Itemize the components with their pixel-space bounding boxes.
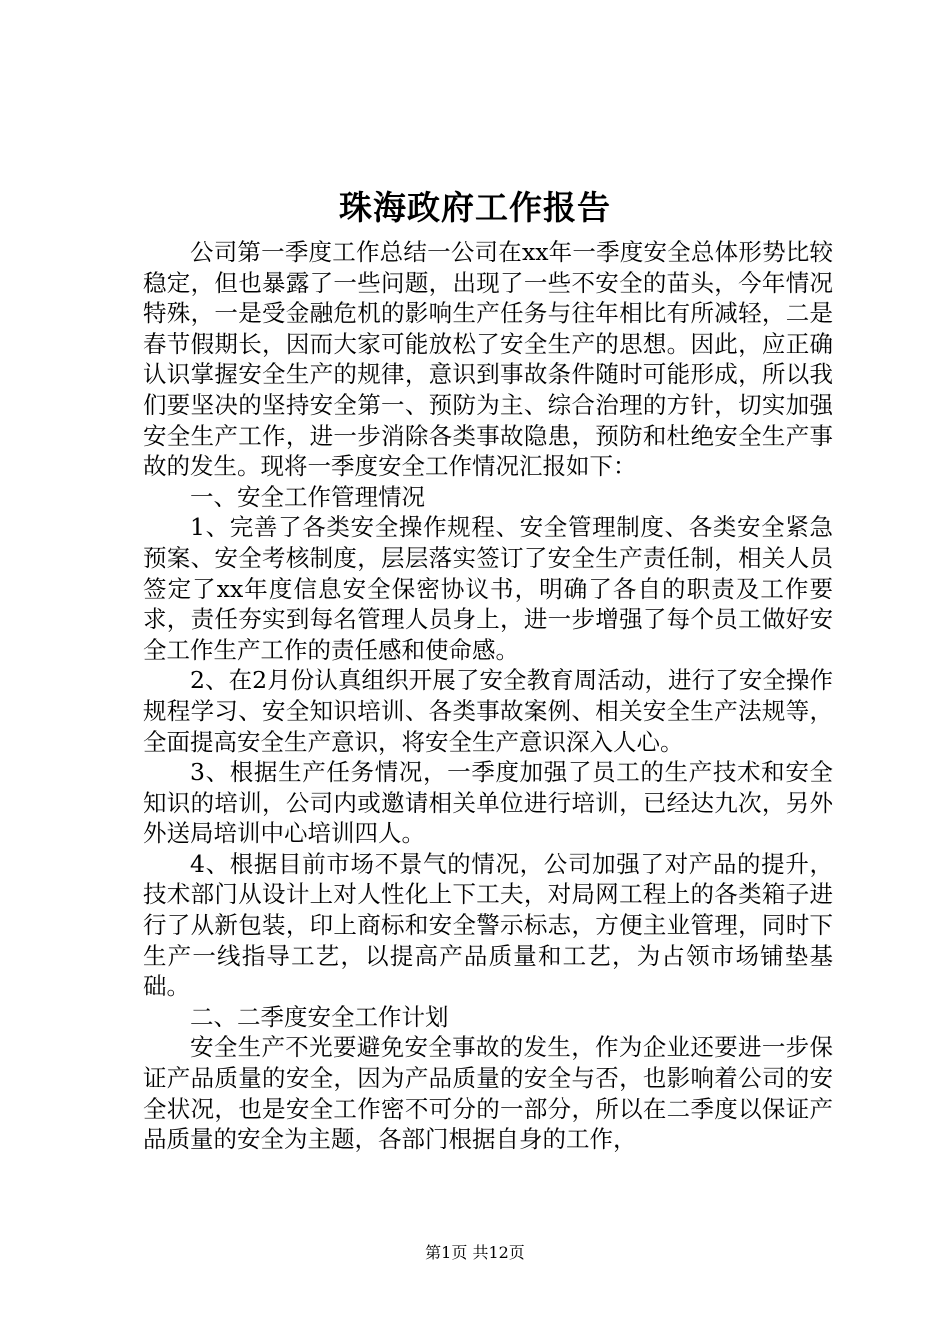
- page-number-footer: 第1页 共12页: [425, 1243, 525, 1262]
- paragraph-item-2: 2、在2月份认真组织开展了安全教育周活动，进行了安全操作规程学习、安全知识培训、各类事故案例、相关安全生产法规等，全面提高安全生产意识，将安全生产意识深入人心。: [143, 666, 833, 756]
- document-body: [143, 237, 833, 1155]
- paragraph-plan: 安全生产不光要避免安全事故的发生，作为企业还要进一步保证产品质量的安全，因为产品质量的安全与否，也影响着公司的安全状况，也是安全工作密不可分的一部分，所以在二季度以保证产品质量的安全为主题，各部门根据自身的工作，: [143, 1033, 833, 1154]
- paragraph-item-3: 3、根据生产任务情况，一季度加强了员工的生产技术和安全知识的培训，公司内或邀请相关单位进行培训，已经达九次，另外外送局培训中心培训四人。: [143, 758, 833, 848]
- paragraph-item-1: 1、完善了各类安全操作规程、安全管理制度、各类安全紧急预案、安全考核制度，层层落实签订了安全生产责任制，相关人员签定了xx年度信息安全保密协议书，明确了各自的职责及工作要求，责任夯实到每名管理人员身上，进一步增强了每个员工做好安全工作生产工作的责任感和使命感。: [143, 513, 833, 664]
- document-title: 珠海政府工作报告: [339, 188, 611, 227]
- section-heading-1: 一、安全工作管理情况: [190, 482, 425, 511]
- paragraph-item-4: 4、根据目前市场不景气的情况，公司加强了对产品的提升，技术部门从设计上对人性化上下工夫，对局网工程上的各类箱子进行了从新包装，印上商标和安全警示标志，方便主业管理，同时下生产一线指导工艺，以提高产品质量和工艺，为占领市场铺垫基础。: [143, 849, 833, 1001]
- paragraph-intro: 公司第一季度工作总结一公司在xx年一季度安全总体形势比较稳定，但也暴露了一些问题，出现了一些不安全的苗头，今年情况特殊，一是受金融危机的影响生产任务与往年相比有所减轻，二是春节假期长，因而大家可能放松了安全生产的思想。因此，应正确认识掌握安全生产的规律，意识到事故条件随时可能形成，所以我们要坚决的坚持安全第一、预防为主、综合治理的方针，切实加强安全生产工作，进一步消除各类事故隐患，预防和杜绝安全生产事故的发生。现将一季度安全工作情况汇报如下：: [143, 238, 833, 481]
- section-heading-2: 二、二季度安全工作计划: [190, 1002, 449, 1031]
